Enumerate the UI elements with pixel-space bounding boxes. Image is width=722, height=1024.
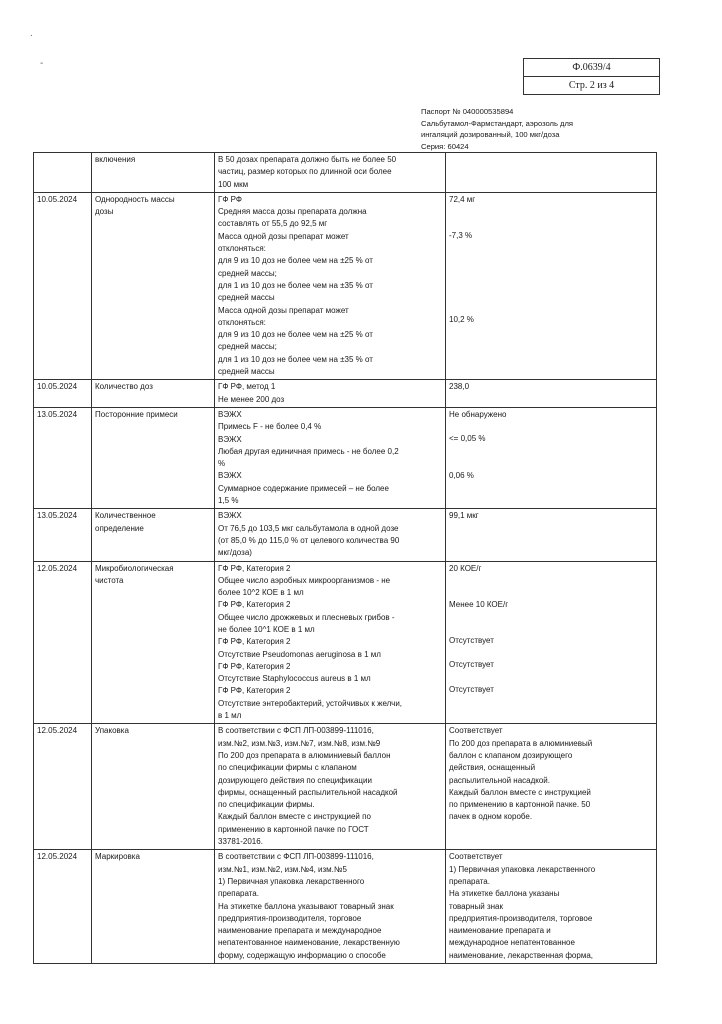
result-line — [449, 278, 653, 290]
result-line: По 200 доз препарата в алюминиевый — [449, 738, 593, 748]
requirement-cell — [215, 850, 446, 964]
requirement-line: в 1 мл — [218, 711, 242, 721]
result-line — [449, 575, 653, 587]
indicator-line: Посторонние примеси — [95, 409, 178, 419]
indicator-line: определение — [95, 523, 144, 533]
result-line: 238,0 — [449, 382, 470, 392]
result-cell — [446, 192, 657, 379]
requirement-line: Отсутствие энтеробактерий, устойчивых к желчи, — [218, 698, 403, 708]
result-line: 0,06 % — [449, 470, 474, 480]
requirement-line: 1) Первичная упаковка лекарственного — [218, 876, 365, 886]
requirement-line: препарата. — [218, 889, 259, 899]
requirement-line: средней массы; — [218, 342, 277, 352]
requirement-cell — [215, 407, 446, 508]
requirement-line: средней массы — [218, 293, 275, 303]
requirement-line: ГФ РФ — [218, 194, 242, 204]
passport-line: Паспорт № 040000535894 — [421, 107, 514, 116]
result-line: предприятия-производителя, торговое — [449, 913, 593, 923]
date-cell — [34, 153, 92, 193]
requirement-line: изм.№2, изм.№3, изм.№7, изм.№8, изм.№9 — [218, 738, 381, 748]
requirement-line: для 9 из 10 доз не более чем на ±25 % от — [218, 330, 373, 340]
requirement-line: мкг/доза) — [218, 548, 252, 558]
requirement-line: форму, содержащую информацию о способе — [218, 950, 386, 960]
requirement-line: для 9 из 10 доз не более чем на ±25 % от — [218, 256, 373, 266]
indicator-cell — [92, 407, 215, 508]
result-line: Каждый баллон вместе с инструкцией — [449, 787, 591, 797]
requirement-line: ВЭЖХ — [218, 511, 242, 521]
result-line: Соответствует — [449, 726, 503, 736]
requirement-line: Любая другая единичная примесь - не более 0,2 — [218, 446, 399, 456]
requirement-cell — [215, 153, 446, 193]
result-line — [449, 242, 653, 254]
result-line — [449, 647, 653, 659]
requirement-line: В соответствии с ФСП ЛП-003899-111016, — [218, 726, 374, 736]
result-line — [449, 611, 653, 623]
result-cell — [446, 724, 657, 850]
indicator-line: Микробиологическая — [95, 563, 174, 573]
requirement-line: ГФ РФ, Категория 2 — [218, 686, 291, 696]
requirement-line: средней массы — [218, 367, 275, 377]
requirement-line: составлять от 55,5 до 92,5 мг — [218, 219, 328, 229]
requirement-line: В 50 дозах препарата должно быть не более 50 — [218, 155, 397, 164]
result-line — [449, 587, 653, 599]
requirement-line: ГФ РФ, метод 1 — [218, 382, 276, 392]
requirement-line: применению в картонной пачке по ГОСТ — [218, 824, 369, 834]
indicator-cell — [92, 509, 215, 561]
scan-mark: - — [40, 58, 44, 69]
requirement-line: 100 мкм — [218, 179, 249, 189]
form-code-box — [523, 58, 660, 95]
date-cell: 12.05.2024 — [34, 724, 92, 850]
requirement-cell — [215, 561, 446, 724]
result-line: наименование, лекарственная форма, — [449, 950, 593, 960]
date-cell: 13.05.2024 — [34, 509, 92, 561]
requirement-line: Отсутствие Staphylococcus aureus в 1 мл — [218, 674, 371, 684]
passport-line: Серия: 60424 — [421, 141, 469, 151]
result-line: товарный знак — [449, 901, 503, 911]
requirement-line: частиц, размер которых по длинной оси более — [218, 167, 392, 177]
result-line: по применению в картонной пачке. 50 — [449, 800, 591, 810]
requirement-line: Каждый баллон вместе с инструкцией по — [218, 812, 371, 822]
date-cell: 10.05.2024 — [34, 192, 92, 379]
requirement-line: Отсутствие Pseudomonas aeruginosa в 1 мл — [218, 649, 381, 659]
result-line: Соответствует — [449, 852, 503, 862]
result-cell — [446, 850, 657, 964]
table-row — [34, 192, 657, 379]
requirement-line: Примесь F - не более 0,4 % — [218, 422, 322, 432]
table-row — [34, 850, 657, 964]
result-line: 99,1 мкг — [449, 511, 479, 521]
table-row — [34, 509, 657, 561]
indicator-line: Упаковка — [95, 726, 129, 736]
requirement-line: отклоняться: — [218, 317, 266, 327]
requirement-line: ГФ РФ, Категория 2 — [218, 600, 291, 610]
indicator-cell — [92, 850, 215, 964]
result-line: международное непатентованное — [449, 938, 575, 948]
indicator-line: Однородность массы — [95, 194, 175, 204]
requirement-line: более 10^2 КОЕ в 1 мл — [218, 588, 304, 598]
requirement-line: По 200 доз препарата в алюминиевый баллон — [218, 750, 391, 760]
indicator-cell — [92, 724, 215, 850]
form-code: Ф.0639/4 — [572, 62, 611, 73]
requirement-line: Масса одной дозы препарат может — [218, 231, 349, 241]
requirement-line: Масса одной дозы препарат может — [218, 305, 349, 315]
requirement-line: Суммарное содержание примесей – не более — [218, 483, 389, 493]
requirement-line: фирмы, оснащенный распылительной насадкой — [218, 787, 398, 797]
table-row — [34, 380, 657, 408]
result-line — [449, 290, 653, 302]
result-cell — [446, 380, 657, 408]
requirement-line: % — [218, 459, 226, 469]
table-row — [34, 561, 657, 724]
requirement-line: 33781-2016. — [218, 837, 263, 847]
result-line: Отсутствует — [449, 684, 494, 694]
result-line — [449, 218, 653, 230]
requirement-line: для 1 из 10 доз не более чем на ±35 % от — [218, 354, 373, 364]
result-line: На этикетке баллона указаны — [449, 889, 560, 899]
indicator-cell — [92, 380, 215, 408]
result-line: Отсутствует — [449, 660, 494, 670]
result-line: 20 КОЕ/г — [449, 563, 482, 573]
result-line: Отсутствует — [449, 636, 494, 646]
result-cell — [446, 561, 657, 724]
table-row — [34, 724, 657, 850]
indicator-line: Количественное — [95, 511, 156, 521]
requirement-line: ВЭЖХ — [218, 434, 242, 444]
page-number: Стр. 2 из 4 — [524, 76, 659, 94]
requirement-line: Общее число дрожжевых и плесневых грибов - — [218, 612, 395, 622]
result-line: 10,2 % — [449, 315, 474, 325]
requirement-line: На этикетке баллона указывают товарный знак — [218, 901, 394, 911]
requirement-line: В соответствии с ФСП ЛП-003899-111016, — [218, 852, 374, 862]
result-line: <= 0,05 % — [449, 434, 486, 444]
date-cell: 12.05.2024 — [34, 561, 92, 724]
passport-line: ингаляций дозированный, 100 мкг/доза — [421, 130, 560, 140]
result-cell — [446, 509, 657, 561]
indicator-cell — [92, 153, 215, 193]
requirement-line: Не менее 200 доз — [218, 394, 285, 404]
indicator-line: включения — [95, 155, 136, 164]
result-line: наименование препарата и — [449, 926, 551, 936]
requirement-line: Общее число аэробных микроорганизмов - не — [218, 575, 391, 585]
requirement-cell — [215, 509, 446, 561]
indicator-cell — [92, 561, 215, 724]
indicator-line: дозы — [95, 207, 114, 217]
result-line: Не обнаружено — [449, 409, 507, 419]
requirement-line: по спецификации фирмы. — [218, 800, 315, 810]
requirement-line: ГФ РФ, Категория 2 — [218, 563, 291, 573]
date-cell: 13.05.2024 — [34, 407, 92, 508]
requirement-line: для 1 из 10 доз не более чем на ±35 % от — [218, 280, 373, 290]
indicator-line: чистота — [95, 575, 124, 585]
result-line — [449, 421, 653, 433]
requirement-line: ГФ РФ, Категория 2 — [218, 661, 291, 671]
indicator-cell — [92, 192, 215, 379]
result-line: пачек в одном коробе. — [449, 812, 533, 822]
result-line: распылительной насадкой. — [449, 775, 550, 785]
result-cell — [446, 153, 657, 193]
table-row — [34, 407, 657, 508]
requirement-line: предприятия-производителя, торговое — [218, 913, 362, 923]
passport-header — [421, 106, 573, 152]
result-line: -7,3 % — [449, 231, 473, 241]
indicator-line: Маркировка — [95, 852, 140, 862]
result-line: 1) Первичная упаковка лекарственного — [449, 864, 596, 874]
result-line — [449, 206, 653, 218]
requirement-line: дозирующего действия по спецификации — [218, 775, 372, 785]
requirement-line: средней массы; — [218, 268, 277, 278]
result-line: баллон с клапаном дозирующего — [449, 750, 573, 760]
date-cell: 12.05.2024 — [34, 850, 92, 964]
result-line — [449, 672, 653, 684]
result-line: 72,4 мг — [449, 194, 476, 204]
result-line — [449, 446, 653, 458]
result-line — [449, 254, 653, 266]
requirement-line: отклоняться: — [218, 244, 266, 254]
result-cell — [446, 407, 657, 508]
result-line — [449, 623, 653, 635]
requirement-line: непатентованное наименование, лекарственную — [218, 938, 400, 948]
result-line: Менее 10 КОЕ/г — [449, 599, 509, 609]
requirement-line: От 76,5 до 103,5 мкг сальбутамола в одной дозе — [218, 523, 399, 533]
result-line — [449, 302, 653, 314]
result-line: препарата. — [449, 876, 490, 886]
indicator-line: Количество доз — [95, 382, 153, 392]
passport-line: Сальбутамол-Фармстандарт, аэрозоль для — [421, 118, 574, 128]
requirement-line: не более 10^1 КОЕ в 1 мл — [218, 624, 315, 634]
requirement-cell — [215, 724, 446, 850]
result-line — [449, 458, 653, 470]
requirement-line: по спецификации фирмы с клапаном — [218, 763, 357, 773]
requirement-cell — [215, 192, 446, 379]
scan-mark: . — [30, 28, 33, 39]
requirement-line: ВЭЖХ — [218, 409, 242, 419]
date-cell: 10.05.2024 — [34, 380, 92, 408]
requirement-cell — [215, 380, 446, 408]
result-line: действия, оснащенный — [449, 763, 536, 773]
result-line — [449, 266, 653, 278]
requirement-line: 1,5 % — [218, 496, 239, 506]
table-row — [34, 153, 657, 193]
requirement-line: изм.№1, изм.№2, изм.№4, изм.№5 — [218, 864, 347, 874]
requirement-line: ГФ РФ, Категория 2 — [218, 637, 291, 647]
requirement-line: ВЭЖХ — [218, 471, 242, 481]
quality-table — [33, 152, 657, 964]
requirement-line: (от 85,0 % до 115,0 % от целевого количества 90 — [218, 535, 400, 545]
requirement-line: Средняя масса дозы препарата должна — [218, 207, 367, 217]
requirement-line: наименование препарата и международное — [218, 926, 382, 936]
